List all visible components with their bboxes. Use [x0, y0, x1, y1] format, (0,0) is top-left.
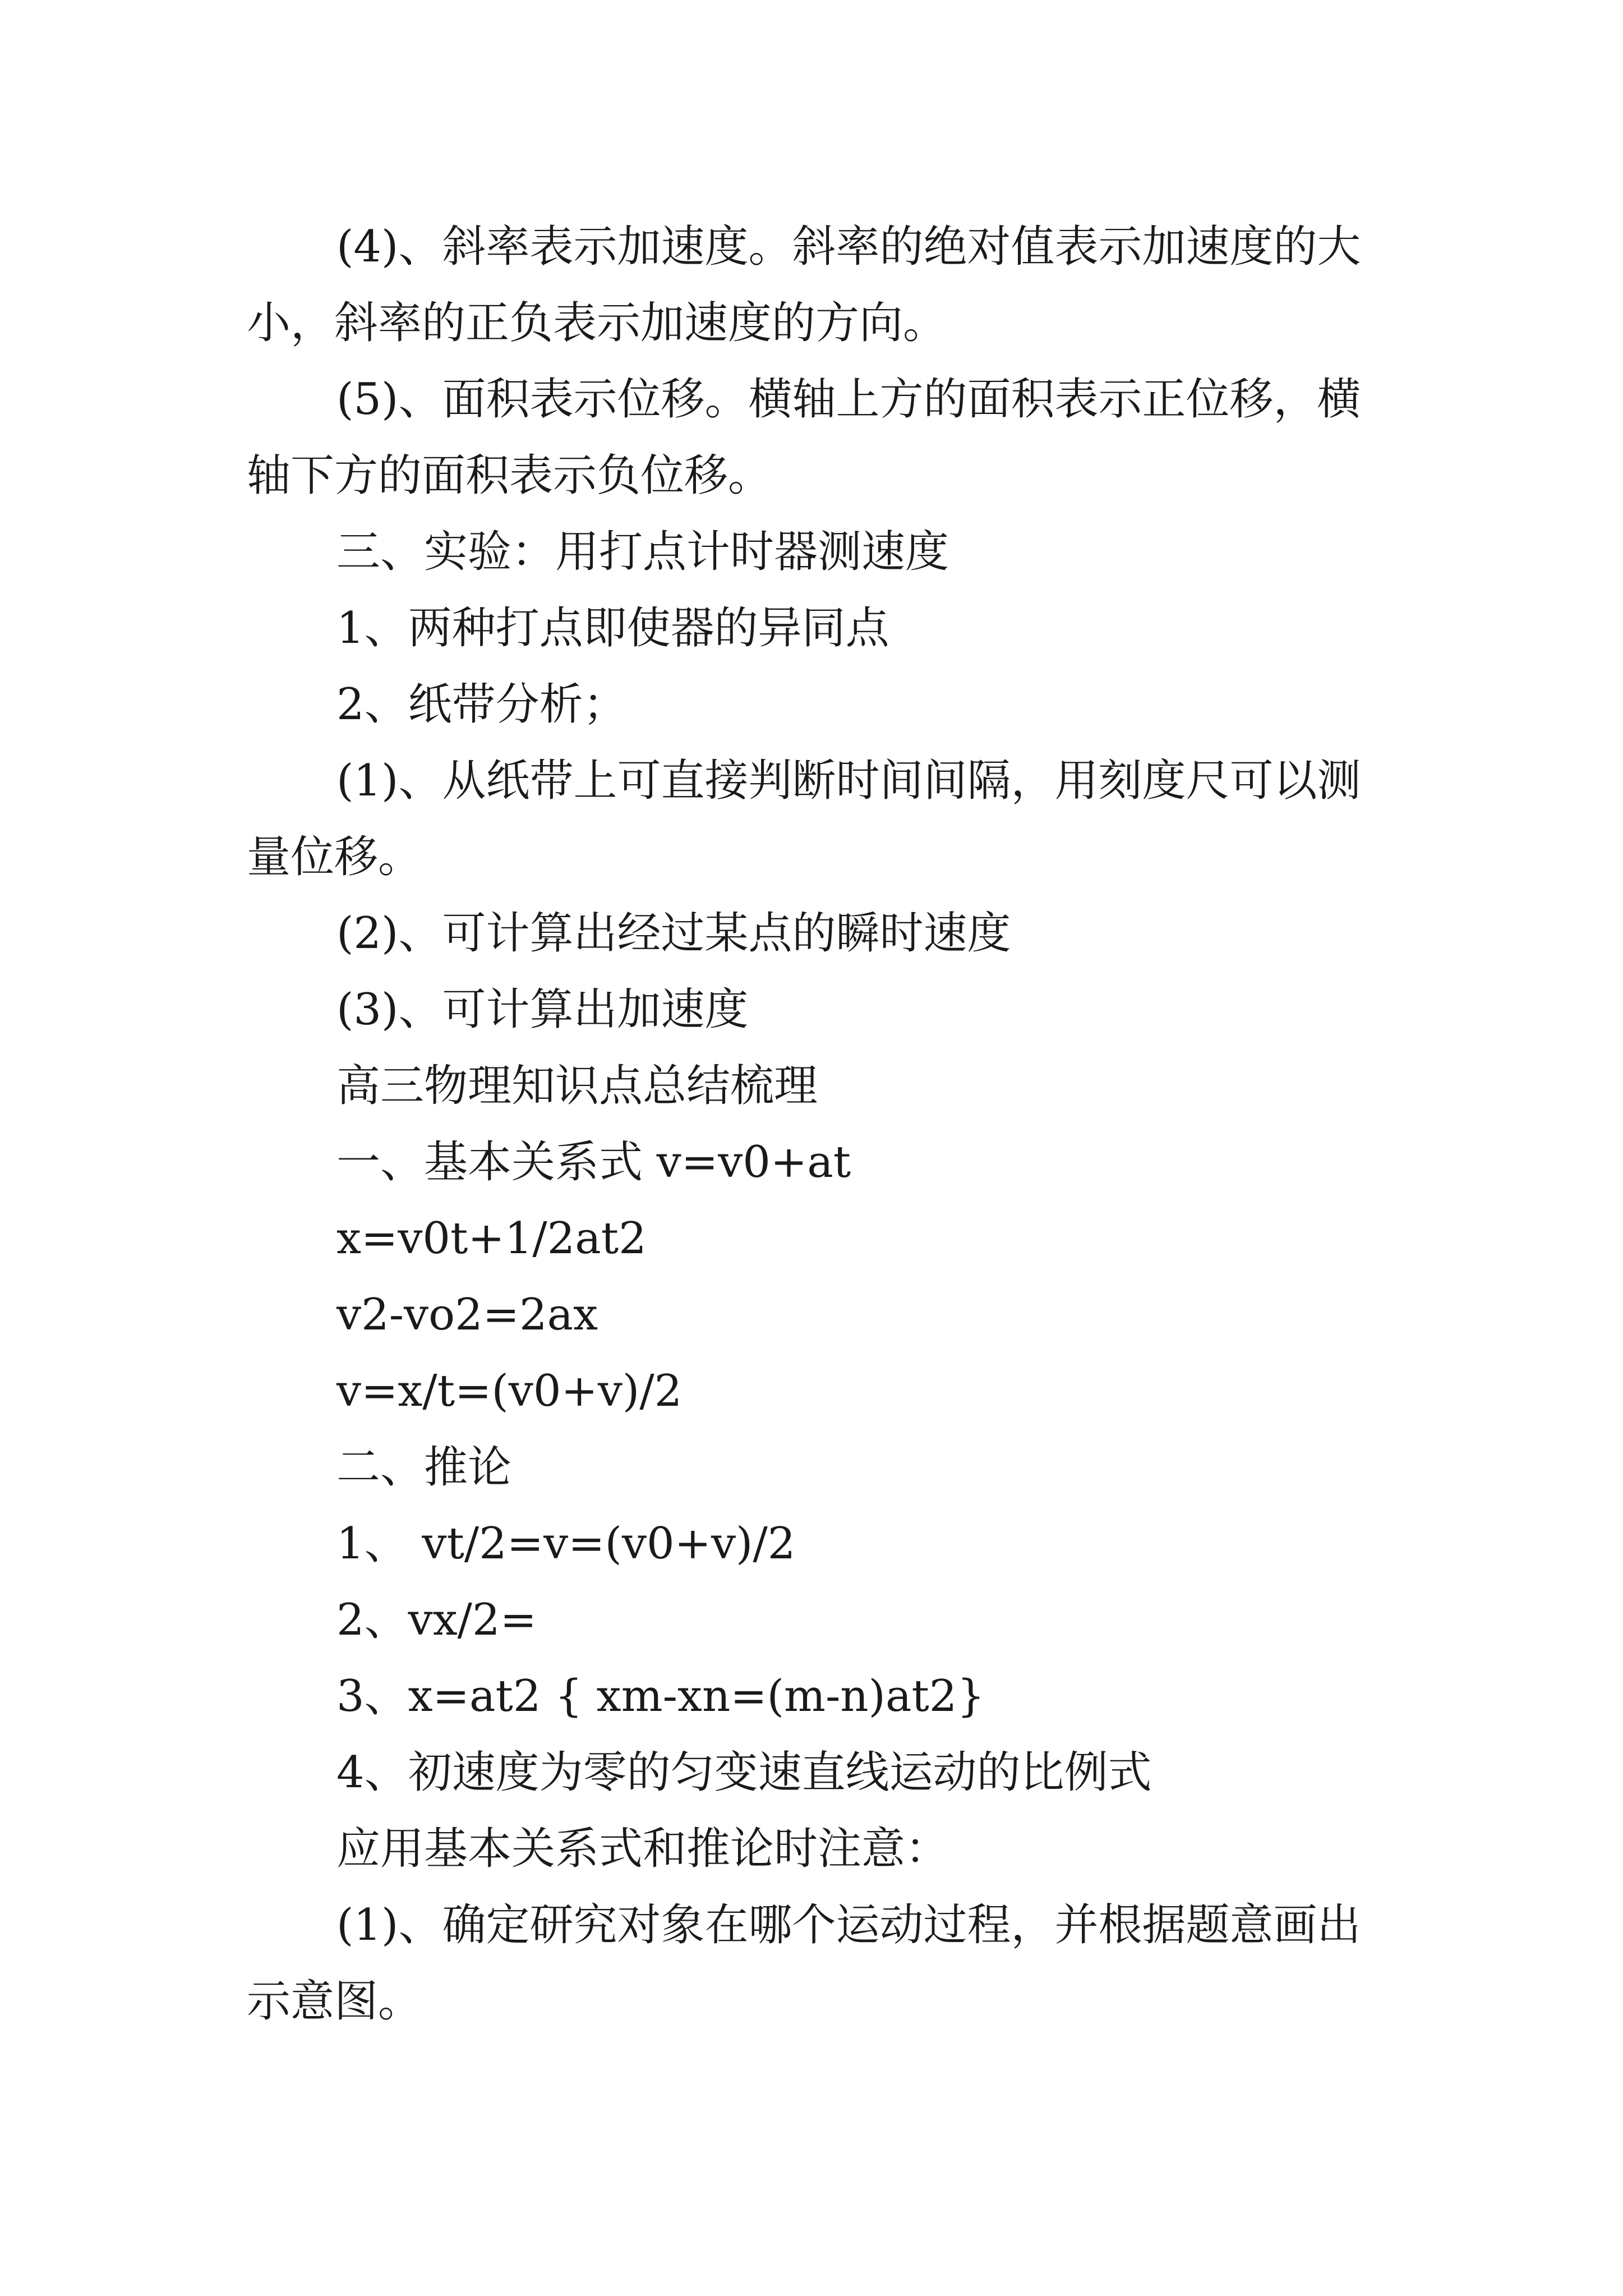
list-item: 1、 vt/2=v=(v0+v)/2 — [336, 1519, 796, 1569]
section-heading-experiment: 三、实验：用打点计时器测速度 — [336, 527, 949, 577]
formula-line: v2-vo2=2ax — [336, 1290, 598, 1340]
notes-heading: 应用基本关系式和推论时注意： — [336, 1824, 949, 1874]
list-item: 4、初速度为零的匀变速直线运动的比例式 — [336, 1747, 1152, 1798]
section-heading-basic-relations: 一、基本关系式 v=v0+at — [336, 1137, 851, 1188]
list-item: (2)、可计算出经过某点的瞬时速度 — [336, 908, 1011, 959]
list-item: (1)、确定研究对象在哪个运动过程，并根据题意画出示意图。 — [247, 1900, 1361, 2027]
list-item: (1)、从纸带上可直接判断时间间隔，用刻度尺可以测量位移。 — [247, 756, 1361, 882]
list-item: 2、vx/2= — [336, 1595, 537, 1645]
list-item: (3)、可计算出加速度 — [336, 984, 749, 1035]
paragraph-area-displacement: (5)、面积表示位移。横轴上方的面积表示正位移，横轴下方的面积表示负位移。 — [247, 374, 1361, 501]
list-item: 2、纸带分析； — [336, 679, 627, 730]
formula-line: x=v0t+1/2at2 — [336, 1213, 647, 1264]
section-heading-corollaries: 二、推论 — [336, 1442, 512, 1493]
document-body — [247, 209, 1391, 2040]
formula-line: v=x/t=(v0+v)/2 — [336, 1366, 683, 1416]
paragraph-slope-acceleration: (4)、斜率表示加速度。斜率的绝对值表示加速度的大小，斜率的正负表示加速度的方向。 — [247, 222, 1361, 348]
list-item: 1、两种打点即使器的异同点 — [336, 603, 889, 654]
document-title: 高三物理知识点总结梳理 — [336, 1061, 818, 1111]
list-item: 3、x=at2 { xm-xn=(m-n)at2} — [336, 1671, 985, 1722]
